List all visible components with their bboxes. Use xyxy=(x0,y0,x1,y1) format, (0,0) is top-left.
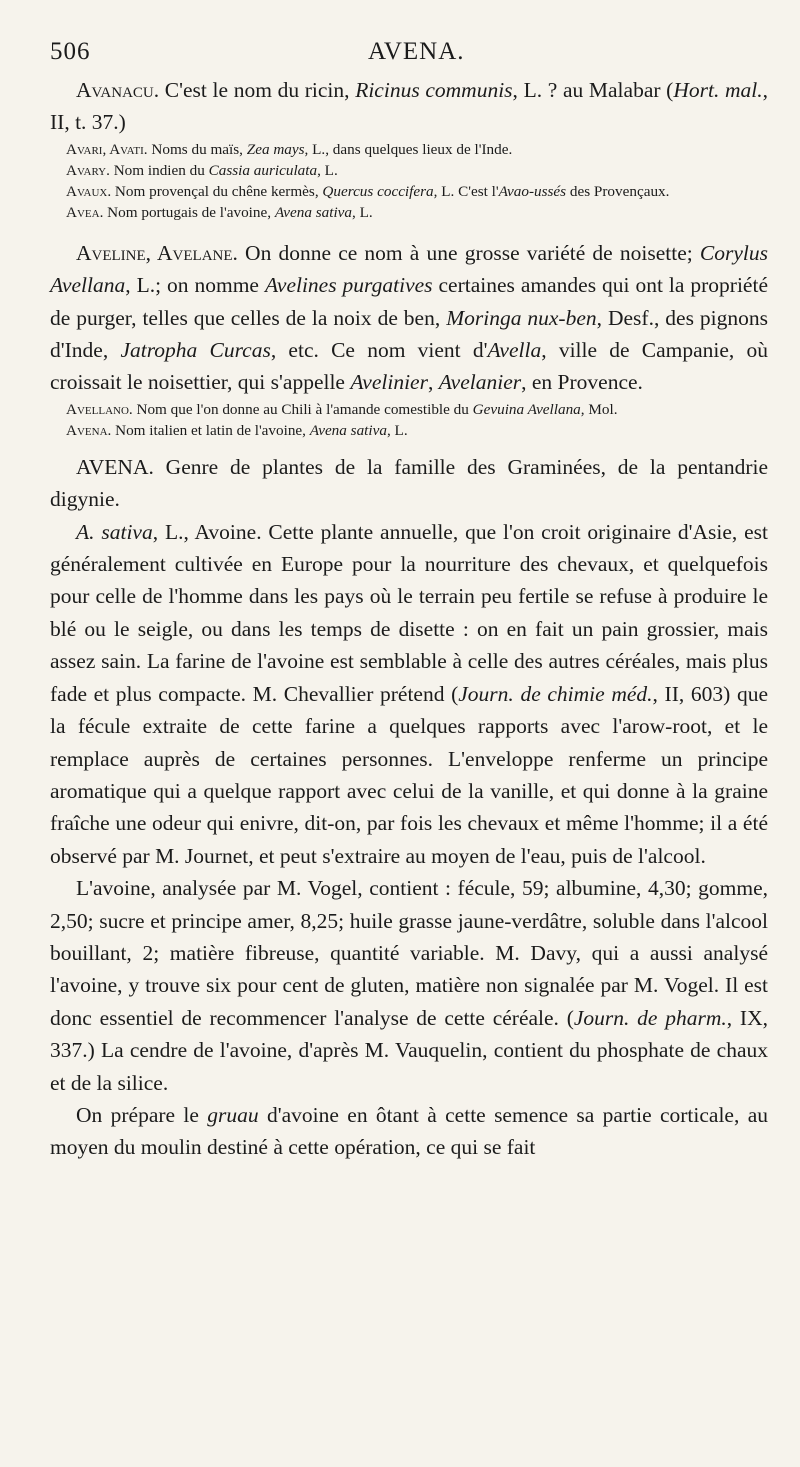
entry-text: , ville de Campanie, où croissait le noisettier, qui s'appelle xyxy=(50,338,769,395)
entry-text: , L. xyxy=(352,203,373,221)
entry-text: , II, t. 37.) xyxy=(50,78,768,135)
entry-text: Nom que l'on donne au Chili à l'amande comestible du xyxy=(132,400,473,418)
entry-headword: Avary. xyxy=(66,161,110,179)
paragraph-spacer xyxy=(50,441,768,451)
page-number: 506 xyxy=(50,38,91,65)
main-entry-paragraph xyxy=(50,237,768,399)
entry-headword: Avanacu. xyxy=(76,78,160,102)
entry-text: Noms du maïs, xyxy=(147,140,247,158)
book-page xyxy=(50,38,768,1164)
entry-text: d'avoine en ôtant à cette semence sa partie corticale, au moyen du moulin destiné à cette opération, ce qui se fait xyxy=(50,1102,768,1160)
paragraph-spacer xyxy=(50,223,768,237)
italic-term: Cassia auriculata xyxy=(208,161,318,179)
minor-entry-paragraph xyxy=(50,139,768,160)
entry-text: On donne ce nom à une grosse variété de noisette; xyxy=(237,240,700,265)
entry-text: des Provençaux. xyxy=(566,182,670,200)
italic-term: Avena sativa xyxy=(309,421,387,439)
minor-entry-paragraph xyxy=(50,420,768,441)
italic-term: Avao-ussés xyxy=(498,182,567,200)
entry-text: C'est le nom du ricin, xyxy=(159,78,356,102)
main-entry-paragraph xyxy=(50,872,768,1099)
italic-term: Hort. mal. xyxy=(673,78,763,102)
entry-headword: Aveline, Avelane. xyxy=(76,240,238,265)
entry-text: , L.; on nomme xyxy=(125,273,265,298)
italic-term: Avelinier xyxy=(350,370,428,395)
entry-text: certaines amandes qui ont la propriété de purger, telles que celles de la noix de ben, xyxy=(50,273,768,330)
italic-term: Gevuina Avellana xyxy=(472,400,581,418)
italic-term: Journ. de pharm. xyxy=(573,1005,727,1030)
italic-term: Avelanier xyxy=(438,370,522,395)
minor-entry-paragraph xyxy=(50,181,768,202)
main-entry-paragraph xyxy=(50,451,768,516)
entry-text: , xyxy=(427,370,439,395)
italic-term: Avena sativa xyxy=(274,203,353,221)
main-entry-paragraph xyxy=(50,74,768,139)
entry-text: Nom italien et latin de l'avoine, xyxy=(111,421,310,439)
entry-text: , L., Avoine. Cette plante annuelle, que l'on croit originaire d'Asie, est généralement cultivée en Europe pour la nourriture des chevaux, et quelquefois pour celle de l'homme dans les pays où le terrain peu fertile se refuse à produire le blé ou le seigle, ou dans les temps de disette : on en fait un pain grossier, mais assez sain. La farine de l'avoine est semblable à celle des autres céréales, mais plus fade et plus compacte. M. Chevallier prétend ( xyxy=(50,519,768,706)
entry-text: AVENA. Genre de plantes de la famille des Graminées, de la pentandrie digynie. xyxy=(50,454,768,512)
italic-term: Avella xyxy=(487,338,542,363)
entry-headword: Avellano. xyxy=(66,400,133,418)
main-entry-paragraph xyxy=(50,1099,768,1164)
italic-term: Journ. de chimie méd. xyxy=(458,681,653,706)
entry-text: , Mol. xyxy=(580,400,618,418)
entry-text: , II, 603) que la fécule extraite de cette farine a quelques rapports avec l'arow-root, et le remplace auprès de certaines personnes. L'enveloppe renferme un principe aromatique qui a quelque rapport avec celui de la vanille, et qui donne à la graine fraîche une odeur qui enivre, dit-on, par fois les chevaux et même l'homme; il a été observé par M. Journet, et peut s'extraire au moyen de l'eau, puis de l'alcool. xyxy=(50,681,768,868)
entry-text: , IX, 337.) La cendre de l'avoine, d'après M. Vauquelin, contient du phosphate de chaux et de la silice. xyxy=(50,1005,768,1095)
italic-term: Corylus Avellana xyxy=(50,240,768,298)
main-entry-paragraph xyxy=(50,516,768,872)
entry-text: L'avoine, analysée par M. Vogel, contient : fécule, 59; albumine, 4,30; gomme, 2,50; sucre et principe amer, 8,25; huile grasse jaune-verdâtre, soluble dans l'alcool bouillant, 2; matière fibreuse, quantité variable. M. Davy, qui a aussi analysé l'avoine, y trouve six pour cent de gluten, matière non signalée par M. Vogel. Il est donc essentiel de recommencer l'analyse de cette céréale. ( xyxy=(50,876,768,1030)
entry-text: , etc. Ce nom vient d' xyxy=(270,338,488,363)
italic-term: Jatropha Curcas xyxy=(120,338,271,363)
italic-term: Ricinus communis xyxy=(355,78,513,102)
entry-headword: Avari, Avati. xyxy=(66,140,148,158)
italic-term: gruau xyxy=(207,1102,259,1127)
entry-headword: Avea. xyxy=(66,203,104,221)
entry-text: On prépare le xyxy=(76,1102,208,1127)
running-title: AVENA. xyxy=(368,38,465,65)
entry-text: , Desf., des pignons d'Inde, xyxy=(50,305,768,363)
entry-text: Nom indien du xyxy=(109,161,209,179)
entry-text: Nom provençal du chêne kermès, xyxy=(111,182,323,200)
entry-text: , en Provence. xyxy=(521,370,643,395)
minor-entry-paragraph xyxy=(50,202,768,223)
page-header xyxy=(50,38,768,74)
entry-headword: Avaux. xyxy=(66,182,112,200)
entry-headword: Avena. xyxy=(66,421,112,439)
entry-text: , L. C'est l' xyxy=(433,182,499,200)
italic-term: Moringa nux-ben xyxy=(446,305,597,330)
minor-entry-paragraph xyxy=(50,160,768,181)
italic-term: Quercus coccifera xyxy=(322,182,434,200)
italic-term: A. sativa xyxy=(76,519,153,544)
italic-term: Zea mays xyxy=(246,140,305,158)
minor-entry-paragraph xyxy=(50,399,768,420)
entry-text: Nom portugais de l'avoine, xyxy=(103,203,275,221)
entry-text: , L. xyxy=(386,421,408,439)
body-text xyxy=(50,74,768,1164)
entry-text: , L. ? au Malabar ( xyxy=(512,78,674,102)
italic-term: Avelines purgatives xyxy=(264,273,433,298)
entry-text: , L. xyxy=(317,161,338,179)
entry-text: , L., dans quelques lieux de l'Inde. xyxy=(304,140,513,158)
